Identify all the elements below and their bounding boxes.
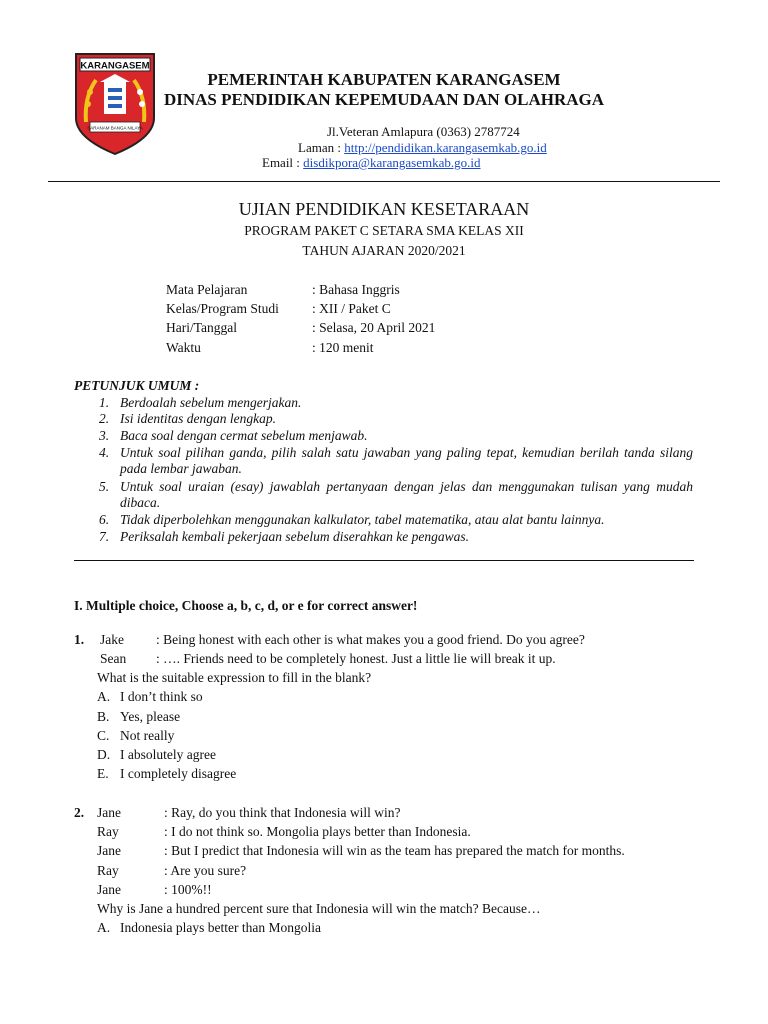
dialog-speaker: Sean (100, 651, 127, 666)
instruction-number: 6. (99, 512, 110, 527)
website-line (298, 140, 547, 156)
option-text: I don’t think so (120, 689, 203, 704)
email-label: Email : (262, 155, 304, 170)
question-number: 2. (74, 805, 85, 820)
instruction-number: 3. (99, 428, 110, 443)
dialog-speaker: Jane (97, 882, 121, 897)
email-line (262, 155, 481, 171)
dialog-line: : Are you sure? (164, 863, 247, 878)
address: Jl.Veteran Amlapura (0363) 2787724 (327, 124, 520, 139)
department-name: DINAS PENDIDIKAN KEPEMUDAAN DAN OLAHRAGA (163, 90, 605, 109)
option-letter: E. (97, 766, 109, 781)
option-letter: A. (97, 920, 111, 935)
email-link[interactable]: disdikpora@karangasemkab.go.id (303, 155, 481, 170)
instruction-number: 7. (99, 529, 110, 544)
logo-ribbon-text: SARANAM BANGA NILAYA (87, 125, 143, 131)
exam-title: UJIAN PENDIDIKAN KESETARAAN (238, 199, 530, 219)
dialog-line: : I do not think so. Mongolia plays better than Indonesia. (164, 824, 471, 839)
identity-label: Waktu (166, 340, 201, 355)
option-text: Yes, please (120, 709, 181, 724)
option-letter: A. (97, 689, 111, 704)
identity-label: Hari/Tanggal (166, 320, 238, 335)
dialog-speaker: Ray (97, 863, 119, 878)
identity-value: : Bahasa Inggris (312, 282, 400, 297)
website-label: Laman : (298, 140, 345, 155)
agency-name: PEMERINTAH KABUPATEN KARANGASEM (207, 70, 561, 89)
identity-value: : 120 menit (312, 340, 374, 355)
instruction-item: Tidak diperbolehkan menggunakan kalkulator, tabel matematika, atau alat bantu lainnya. (120, 512, 605, 527)
dialog-speaker: Jane (97, 805, 121, 820)
question-text: Why is Jane a hundred percent sure that Indonesia will win the match? Because… (97, 901, 541, 916)
exam-program: PROGRAM PAKET C SETARA SMA KELAS XII (244, 223, 524, 238)
instruction-number: 1. (99, 395, 110, 410)
option-text: Not really (120, 728, 175, 743)
website-link[interactable]: http://pendidikan.karangasemkab.go.id (344, 140, 547, 155)
header-divider (48, 181, 720, 182)
dialog-speaker: Jake (100, 632, 124, 647)
section-heading: I. Multiple choice, Choose a, b, c, d, or e for correct answer! (74, 598, 418, 613)
dialog-speaker: Jane (97, 843, 121, 858)
instructions-heading: PETUNJUK UMUM : (74, 378, 200, 393)
option-letter: B. (97, 709, 110, 724)
dialog-speaker: Ray (97, 824, 119, 839)
instruction-item: Baca soal dengan cermat sebelum menjawab. (120, 428, 368, 443)
dialog-line: : 100%!! (164, 882, 212, 897)
identity-label: Mata Pelajaran (166, 282, 248, 297)
option-text: I completely disagree (120, 766, 237, 781)
instruction-item: Berdoalah sebelum mengerjakan. (120, 395, 302, 410)
option-text: Indonesia plays better than Mongolia (120, 920, 321, 935)
instruction-number: 5. (99, 479, 110, 494)
instruction-item: Untuk soal pilihan ganda, pilih salah satu jawaban yang paling tepat, kemudian berilah tanda silang pada lembar jawaban. (120, 445, 693, 476)
question-text: What is the suitable expression to fill in the blank? (97, 670, 372, 685)
exam-year: TAHUN AJARAN 2020/2021 (302, 243, 466, 258)
dialog-line: : But I predict that Indonesia will win as the team has prepared the match for months. (164, 843, 625, 858)
dialog-line: : Being honest with each other is what makes you a good friend. Do you agree? (156, 632, 585, 647)
logo-text: KARANGASEM (80, 60, 150, 72)
option-letter: C. (97, 728, 110, 743)
instruction-item: Periksalah kembali pekerjaan sebelum diserahkan ke pengawas. (120, 529, 470, 544)
identity-value: : Selasa, 20 April 2021 (312, 320, 436, 335)
question-number: 1. (74, 632, 85, 647)
identity-value: : XII / Paket C (312, 301, 391, 316)
dialog-line: : …. Friends need to be completely honest. Just a little lie will break it up. (156, 651, 556, 666)
instruction-item: Untuk soal uraian (esay) jawablah pertanyaan dengan jelas dan menggunakan tulisan yang mudah dibaca. (120, 479, 693, 510)
option-text: I absolutely agree (120, 747, 216, 762)
instruction-item: Isi identitas dengan lengkap. (120, 411, 276, 426)
instruction-number: 4. (99, 445, 110, 460)
identity-label: Kelas/Program Studi (166, 301, 279, 316)
instruction-number: 2. (99, 411, 110, 426)
dialog-line: : Ray, do you think that Indonesia will win? (164, 805, 401, 820)
instructions-divider (74, 560, 694, 561)
option-letter: D. (97, 747, 111, 762)
